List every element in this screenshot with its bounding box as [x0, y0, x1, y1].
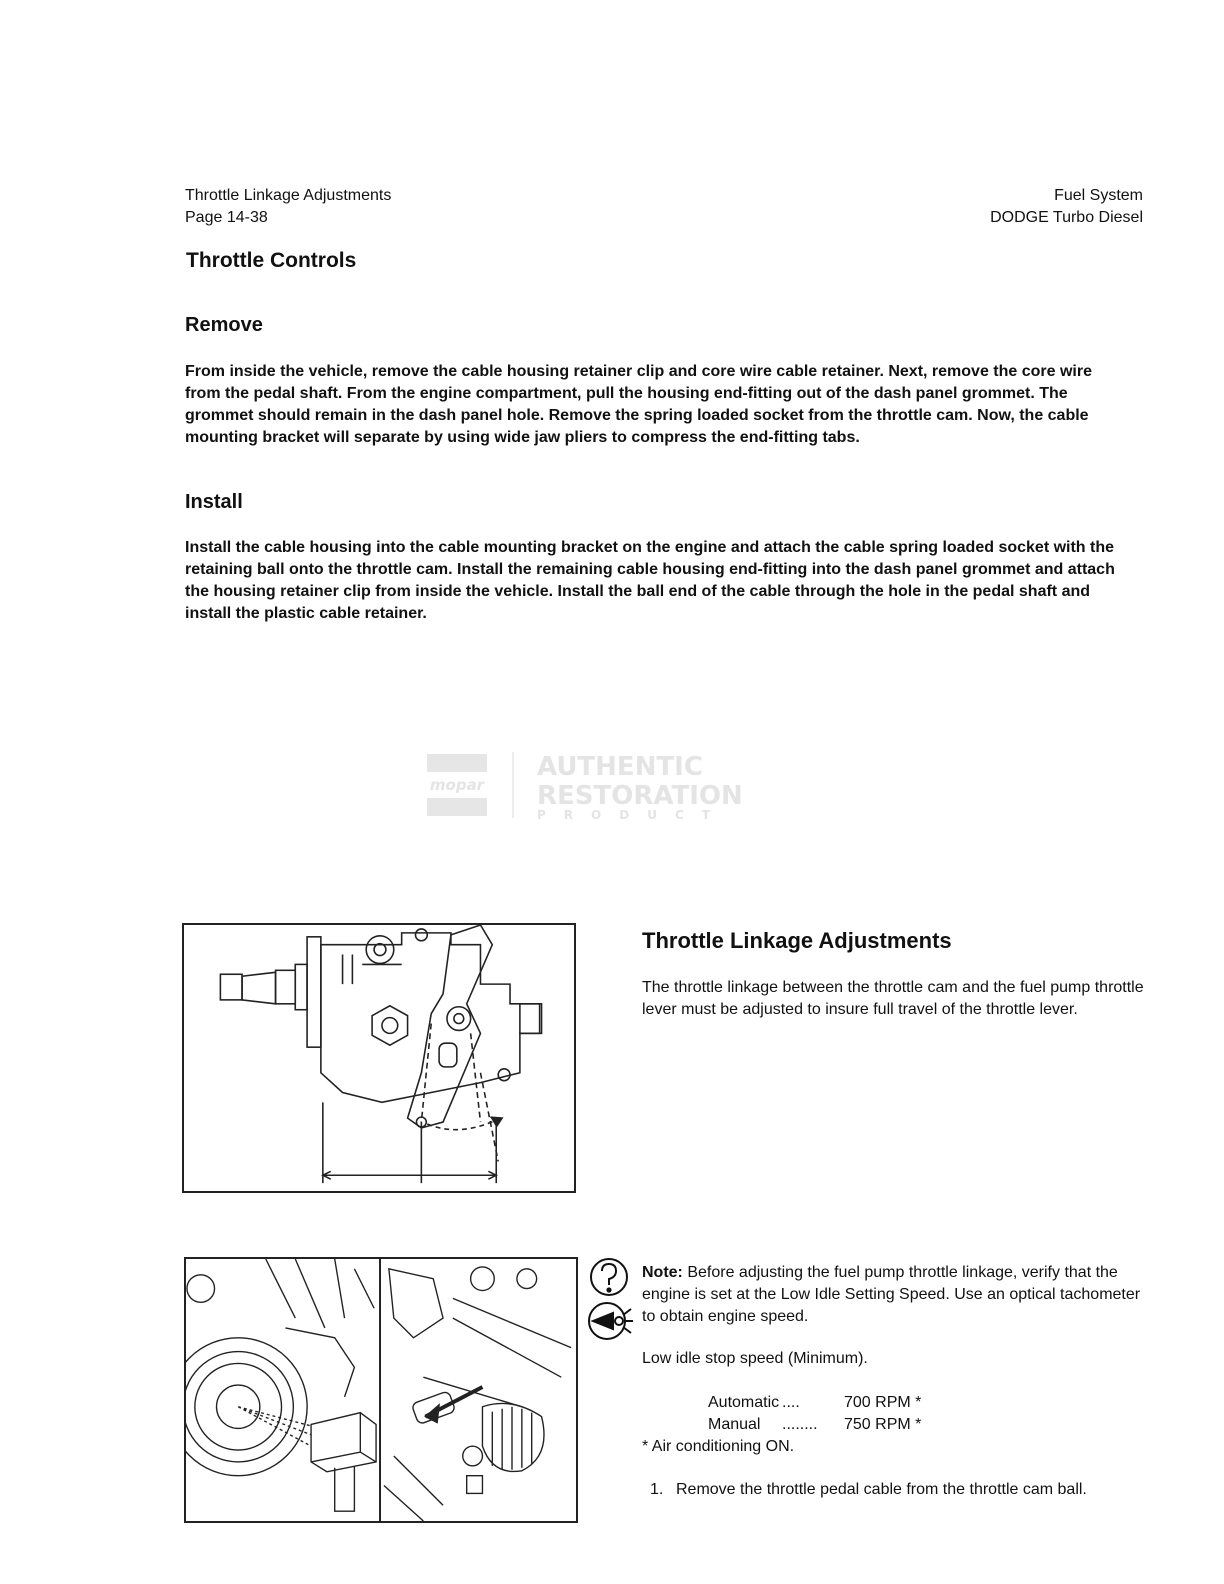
spec-row-manual — [708, 1414, 921, 1436]
remove-heading: Remove — [185, 314, 263, 336]
watermark-line3: PRODUCT — [537, 808, 728, 822]
spec-dots: .... — [782, 1394, 800, 1411]
header-vehicle: DODGE Turbo Diesel — [990, 209, 1143, 226]
pump-lever-drawing — [184, 925, 574, 1191]
section-title: Throttle Controls — [186, 249, 357, 272]
header-right — [990, 185, 1143, 229]
install-heading: Install — [185, 491, 243, 513]
figure-engine-tach — [184, 1257, 578, 1523]
note-label: Note: — [642, 1264, 683, 1281]
watermark — [425, 748, 795, 822]
step-number: 1. — [650, 1481, 664, 1498]
ac-footnote: * Air conditioning ON. — [642, 1438, 795, 1455]
step-text: Remove the throttle pedal cable from the throttle cam ball. — [676, 1481, 1087, 1498]
linkage-heading: Throttle Linkage Adjustments — [642, 928, 952, 953]
header-page-number: Page 14-38 — [185, 209, 268, 226]
header-left — [185, 185, 391, 229]
spec-label: Automatic — [708, 1394, 780, 1411]
spec-value: 750 RPM * — [844, 1416, 922, 1433]
remove-paragraph: From inside the vehicle, remove the cable housing retainer clip and core wire cable retainer. Next, remove the core wire from the pedal shaft. From the engine compartment, pull the housing end-fitting out of the dash panel grommet. The grommet should remain in the dash panel hole. Remove the spring loaded socket from the throttle cam. Now, the cable mounting bracket will separate by using wide jaw pliers to compress the end-fitting tabs. — [185, 363, 1092, 446]
header-doc-title: Throttle Linkage Adjustments — [185, 187, 392, 204]
watermark-brand: mopar — [429, 776, 485, 794]
spec-dots: ........ — [782, 1416, 818, 1433]
step-1 — [650, 1479, 1087, 1501]
note-text: Before adjusting the fuel pump throttle linkage, verify that the engine is set at the Low Idle Setting Speed. Use an optical tachometer to obtain engine speed. — [642, 1264, 1141, 1325]
watermark-line2: RESTORATION — [537, 781, 743, 811]
tachometer-icon — [589, 1303, 633, 1339]
spec-value: 700 RPM * — [844, 1394, 922, 1411]
note-paragraph — [642, 1262, 1156, 1328]
header-system: Fuel System — [1054, 187, 1143, 204]
figure-pump-lever — [182, 923, 576, 1193]
note-icon-graphics — [587, 1255, 635, 1347]
spec-row-automatic — [708, 1392, 921, 1414]
spec-label: Manual — [708, 1416, 761, 1433]
low-idle-title: Low idle stop speed (Minimum). — [642, 1350, 868, 1367]
rpm-spec-table — [708, 1392, 921, 1436]
install-paragraph: Install the cable housing into the cable mounting bracket on the engine and attach the cable spring loaded socket with the retaining ball onto the throttle cam. Install the remaining cable housing end-fitting into the dash panel grommet and attach the housing retainer clip from inside the vehicle. Install the ball end of the cable through the hole in the pedal shaft and install the plastic cable retainer. — [185, 539, 1115, 622]
engine-tach-drawing — [186, 1259, 576, 1521]
note-icon — [591, 1259, 627, 1295]
note-icons — [587, 1255, 635, 1347]
linkage-paragraph: The throttle linkage between the throttle cam and the fuel pump throttle lever must be adjusted to insure full travel of the throttle lever. — [642, 979, 1144, 1018]
watermark-line1: AUTHENTIC — [537, 752, 703, 782]
watermark-logo — [425, 748, 795, 822]
